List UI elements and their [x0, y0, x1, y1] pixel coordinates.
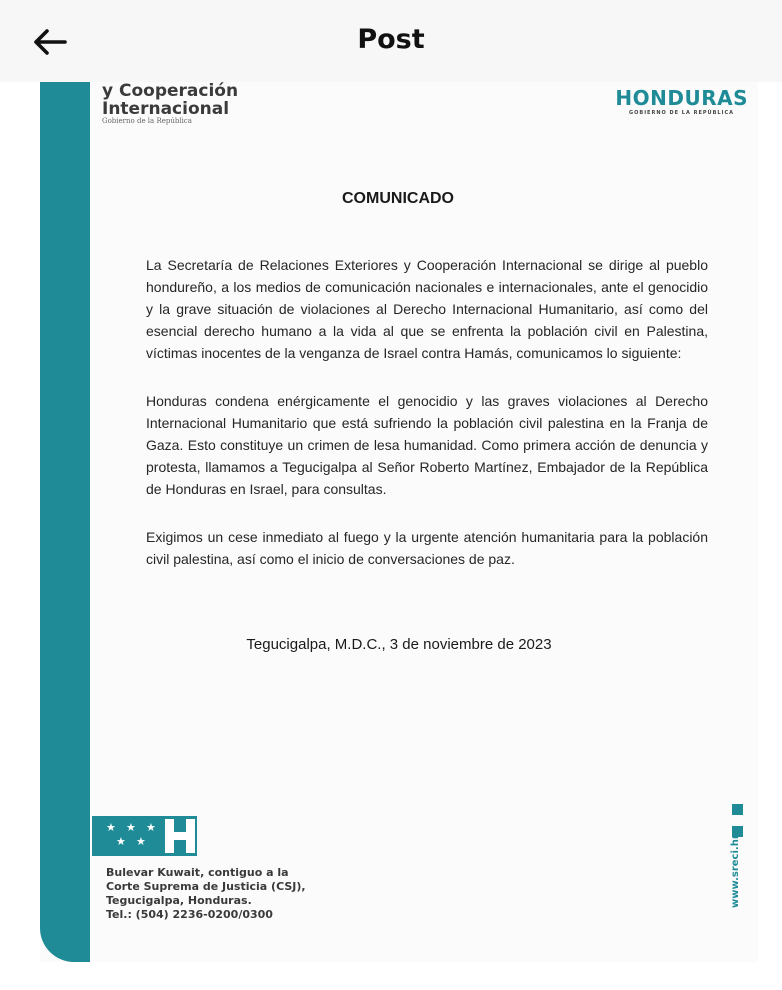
document-image[interactable]: [40, 82, 758, 962]
document-title: COMUNICADO: [342, 190, 454, 207]
dateline: Tegucigalpa, M.D.C., 3 de noviembre de 2023: [246, 636, 552, 653]
organization-subtitle: Gobierno de la República: [102, 117, 192, 125]
page-title: Post: [357, 24, 425, 55]
teal-side-bar: [40, 82, 90, 962]
address-block: Bulevar Kuwait, contiguo a la Corte Suprema de Justicia (CSJ), Tegucigalpa, Honduras. Tel.: (504) 2236-0200/0300: [106, 866, 306, 921]
decorative-square: [732, 804, 743, 815]
paragraph-3: Exigimos un cese inmediato al fuego y la urgente atención humanitaria para la población civil palestina, así como el inicio de conversaciones de paz.: [146, 529, 708, 567]
paragraph-2: Honduras condena enérgicamente el genocidio y las graves violaciones al Derecho Internacional Humanitario que está sufriendo la población civil palestina en la Franja de Gaza. Esto constituye un crimen de lesa humanidad. Como primera acción de denuncia y protesta, llamamos a Tegucigalpa al Señor Roberto Martínez, Embajador de la República de Honduras en Israel, para consultas.: [146, 393, 708, 497]
h-letter-icon: [165, 819, 195, 853]
website-link: www.sreci.hn: [730, 832, 741, 908]
paragraph-1: La Secretaría de Relaciones Exteriores y Cooperación Internacional se dirige al pueblo hondureño, a los medios de comunicación nacionales e internacionales, ante el genocidio y la grave situación de violaciones al Derecho Internacional Humanitario, así como del esencial derecho humano a la vida al que se enfrenta la población civil en Palestina, víctimas inocentes de la venganza de Israel contra Hamás, comunicamos lo siguiente:: [146, 257, 708, 361]
top-bar: [0, 0, 782, 82]
honduras-flag-logo: ★ ★ ★ ★ ★: [92, 816, 197, 856]
honduras-brand: HONDURAS: [615, 86, 748, 110]
honduras-brand-subtitle: GOBIERNO DE LA REPÚBLICA: [629, 110, 734, 116]
organization-name: y Cooperación Internacional: [102, 81, 239, 119]
